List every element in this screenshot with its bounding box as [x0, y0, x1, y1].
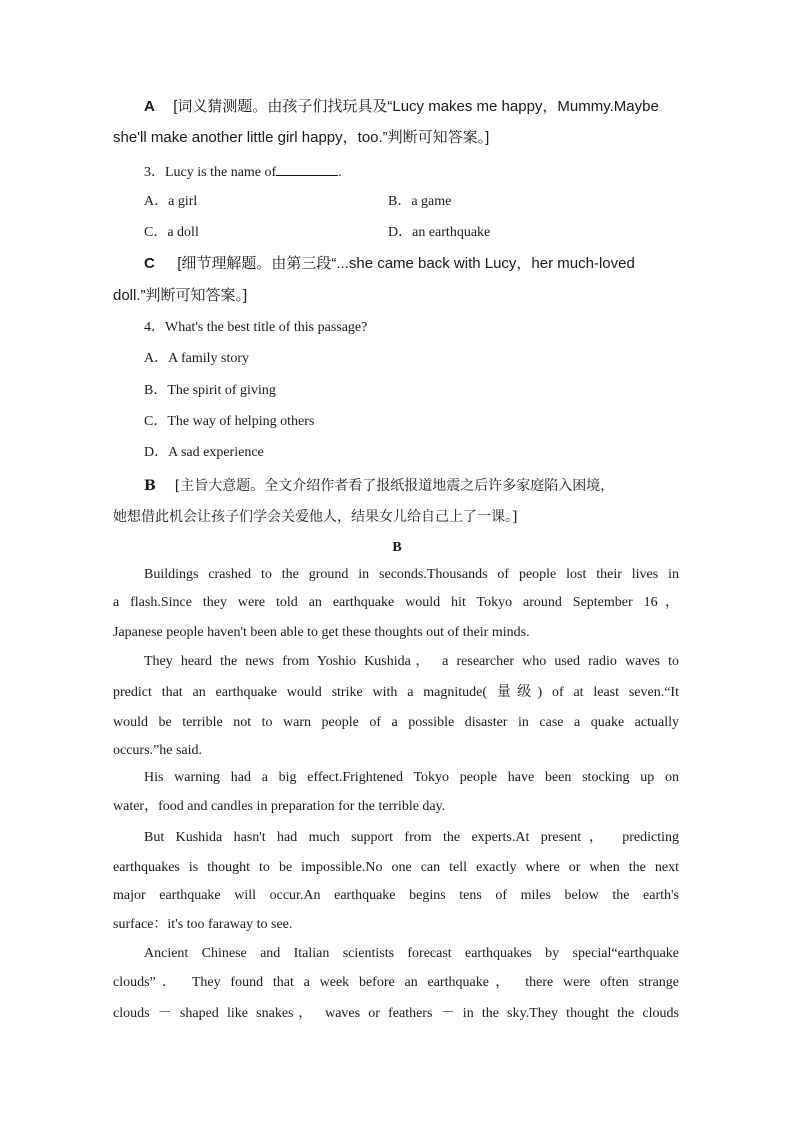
q2-answer-line-1: [144, 97, 679, 117]
q3-answer-text-1: [细节理解题。由第三段“...she came back with Lucy，her much-loved: [177, 255, 635, 272]
q3-option-d: [388, 223, 490, 243]
q4-option-c: [144, 412, 314, 432]
option-text: a girl: [168, 194, 198, 209]
q3-blank: [276, 161, 338, 176]
q3-stem-end: .: [338, 165, 342, 180]
passage-line: predict that an earthquake would strike with a magnitude( 量级) of at least seven.“It: [113, 685, 679, 700]
option-text: The way of helping others: [167, 414, 315, 429]
q2-answer-text-1: [词义猜测题。由孩子们找玩具及“Lucy makes me happy，Mummy.Maybe: [173, 98, 659, 115]
passage-line: Ancient Chinese and Italian scientists forecast earthquakes by special“earthquake: [144, 946, 679, 961]
q4-stem: 4．What's the best title of this passage?: [144, 320, 368, 335]
q4-answer-letter: B: [144, 478, 156, 494]
passage-line: Buildings crashed to the ground in seconds.Thousands of people lost their lives in: [144, 567, 679, 582]
q3-option-a: [144, 192, 197, 212]
option-label: A．: [144, 351, 169, 366]
section-heading: B: [392, 540, 402, 555]
passage-line: Japanese people haven't been able to get these thoughts out of their minds.: [113, 625, 530, 640]
q2-answer-letter: A: [144, 98, 155, 115]
option-label: C．: [144, 225, 168, 240]
passage-line: earthquakes is thought to be impossible.No one can tell exactly where or when the next: [113, 860, 679, 875]
q4-answer-line-2: 她想借此机会让孩子们学会关爱他人，结果女儿给自己上了一课。]: [113, 509, 518, 525]
option-label: C．: [144, 414, 168, 429]
passage-line: occurs.”he said.: [113, 743, 203, 758]
q4-option-a: [144, 349, 249, 369]
q4-option-d: [144, 443, 264, 463]
option-label: A．: [144, 194, 169, 209]
passage-line: His warning had a big effect.Frightened Tokyo people have been stocking up on: [144, 770, 679, 785]
passage-line: clouds － shaped like snakes， waves or feathers － in the sky.They thought the clouds: [113, 1006, 679, 1021]
q4-answer-line-1: [144, 476, 679, 496]
passage-line: But Kushida hasn't had much support from the experts.At present， predicting: [144, 830, 679, 845]
q4-option-b: [144, 381, 276, 401]
passage-line: major earthquake will occur.An earthquake begins tens of miles below the earth's: [113, 888, 679, 903]
passage-line: They heard the news from Yoshio Kushida， a researcher who used radio waves to: [144, 654, 679, 669]
q3-answer-letter: C: [144, 255, 155, 272]
option-text: The spirit of giving: [167, 383, 276, 398]
q3-option-c: [144, 223, 199, 243]
option-text: a doll: [167, 225, 199, 240]
q3-stem: [144, 161, 342, 183]
option-text: an earthquake: [412, 225, 491, 240]
option-label: B．: [144, 383, 168, 398]
option-text: A sad experience: [168, 445, 264, 460]
q3-option-b: [388, 192, 451, 212]
passage-line: surface：it's too faraway to see.: [113, 917, 293, 932]
q2-answer-line-2: she'll make another little girl happy，too.”判断可知答案。]: [113, 129, 490, 146]
q3-answer-line-1: [144, 254, 679, 274]
option-text: a game: [411, 194, 452, 209]
passage-line: would be terrible not to warn people of a possible disaster in case a quake actually: [113, 715, 679, 730]
option-label: D．: [144, 445, 169, 460]
passage-line: a flash.Since they were told an earthquake would hit Tokyo around September 16，: [113, 595, 679, 610]
q4-answer-text-1: [主旨大意题。全文介绍作者看了报纸报道地震之后许多家庭陷入困境，: [174, 478, 615, 494]
q3-stem-text: 3．Lucy is the name of: [144, 165, 277, 180]
option-label: B．: [388, 194, 412, 209]
passage-line: water，food and candles in preparation for the terrible day.: [113, 799, 446, 814]
option-text: A family story: [168, 351, 250, 366]
q3-answer-line-2: doll.”判断可知答案。]: [113, 287, 248, 304]
option-label: D．: [388, 225, 413, 240]
passage-line: clouds”． They found that a week before an earthquake， there were often strange: [113, 975, 679, 990]
